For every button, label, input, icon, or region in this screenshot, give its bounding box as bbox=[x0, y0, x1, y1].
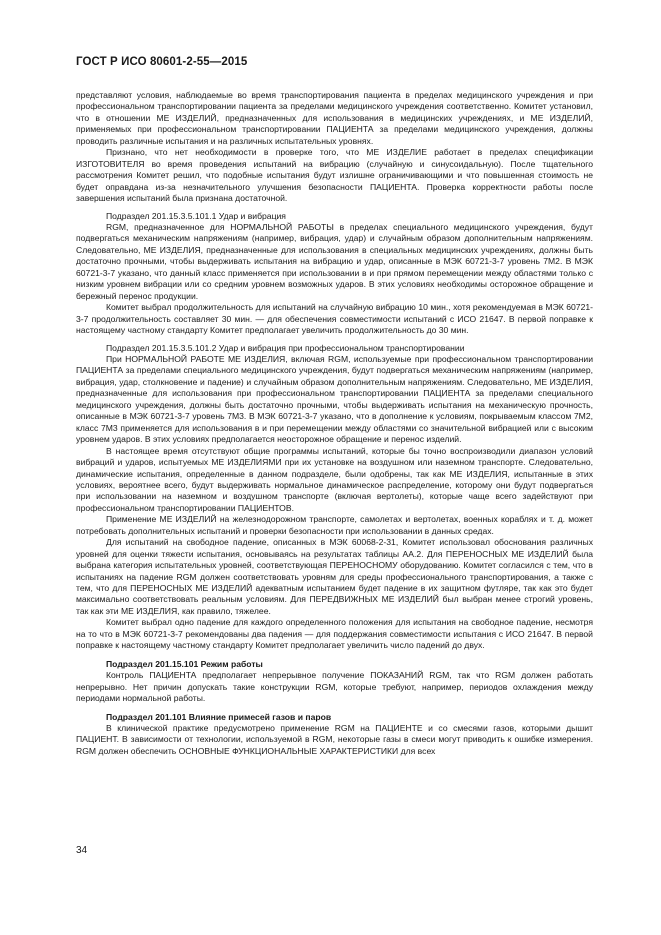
paragraph: Для испытаний на свободное падение, описанных в МЭК 60068-2-31, Комитет использовал обоснования различных уровней для оценки тяжести испытания, основываясь на результатах таблицы АА.2. Для ПЕРЕНОСНЫХ МЕ ИЗДЕЛИЙ была выбрана категория испытательных уровней, соответствующая ПЕРЕНОСНОМУ оборудованию. Комитет согласился с тем, что в испытаниях на падение RGM должен соответствовать уровням для среды профессионального транспортирования, а также с тем, что для ПЕРЕНОСНЫХ МЕ ИЗДЕЛИЙ адекватным испытанием будет падение в их защитном футляре, так как это будет максимально соответствовать реальным условиям. Для ПЕРЕДВИЖНЫХ МЕ ИЗДЕЛИЙ был выбран менее строгий уровень, так как эти МЕ ИЗДЕЛИЯ, как правило, тяжелее. bbox=[76, 537, 593, 616]
paragraph: Комитет выбрал продолжительность для испытаний на случайную вибрацию 10 мин., хотя рекомендуемая в МЭК 60721-3-7 продолжительность составляет 30 мин. — для обеспечения совместимости испытаний с ИСО 21647. В первой поправке к настоящему частному стандарту Комитет предполагает увеличить продолжительность до 30 мин. bbox=[76, 302, 593, 336]
section-heading: Подраздел 201.15.101 Режим работы bbox=[106, 658, 263, 669]
subsection-heading: Подраздел 201.15.3.5.101.1 Удар и вибрация bbox=[106, 210, 286, 221]
paragraph: В настоящее время отсутствуют общие программы испытаний, которые бы точно воспроизводили диапазон условий вибраций и ударов, испытуемых МЕ ИЗДЕЛИЯМИ при их установке на воздушном или наземном транспорте. Следовательно, динамические испытания, определенные в данном подразделе, были одобрены, так как МЕ ИЗДЕЛИЯ, испытанные в этих условиях, вероятнее всего, будут выдерживать нормальное динамическое распределение, которому они будут подвергаться при использовании на наземном и воздушном транспорте (включая вертолеты), которые чаще всего задействуют при профессиональном транспортировании ПАЦИЕНТОВ. bbox=[76, 445, 593, 513]
paragraph: Комитет выбрал одно падение для каждого определенного положения для испытания на свободное падение, несмотря на то что в МЭК 60721-3-7 рекомендованы два падения — для поддержания совместимости испытания с ИСО 21647. В первой поправке к настоящему частному стандарту Комитет предполагает увеличить число падений до двух. bbox=[76, 617, 593, 651]
paragraph: В клинической практике предусмотрено применение RGM на ПАЦИЕНТЕ и со смесями газов, которыми дышит ПАЦИЕНТ. В зависимости от технологии, используемой в RGM, некоторые газы в смеси могут приводить к ошибке измерения. RGM должен обеспечить ОСНОВНЫЕ ФУНКЦИОНАЛЬНЫЕ ХАРАКТЕРИСТИКИ для всех bbox=[76, 723, 593, 756]
body-text bbox=[76, 90, 593, 757]
paragraph: RGM, предназначенное для НОРМАЛЬНОЙ РАБОТЫ в пределах специального медицинского учреждения, будут подвергаться механическим напряжениям (например, вибрация, удар) и случайным образом дополнительным напряжениям. Следовательно, МЕ ИЗДЕЛИЯ, предназначенные для использования в специальных медицинских учреждениях, должны быть достаточно прочными, чтобы выдерживать испытания на вибрацию и удар, описанные в МЭК 60721-3-7 уровень 7М2. В МЭК 60721-3-7 указано, что данный класс применяется при использовании в и при прямом перемещении между областями только с низким уровнем вибрации или со средним уровнем возможных ударов. В этих условиях необходимы осторожное обращение и бережный перенос продукции. bbox=[76, 221, 593, 301]
paragraph: Контроль ПАЦИЕНТА предполагает непрерывное получение ПОКАЗАНИЙ RGM, так что RGM должен работать непрерывно. Нет причин допускать такие конструкции RGM, которые требуют, например, периодов охлаждения между периодами нормальной работы. bbox=[76, 670, 593, 704]
paragraph: Применение МЕ ИЗДЕЛИЙ на железнодорожном транспорте, самолетах и вертолетах, военных кораблях и т. д. может потребовать дополнительных испытаний и проверки безопасности при использовании в данных средах. bbox=[76, 514, 593, 536]
subsection-heading: Подраздел 201.15.3.5.101.2 Удар и вибрация при профессиональном транспортировании bbox=[106, 342, 465, 353]
standard-code-header: ГОСТ Р ИСО 80601-2-55—2015 bbox=[76, 56, 248, 68]
paragraph: представляют условия, наблюдаемые во время транспортирования пациента в пределах медицинского учреждения и при профессиональном транспортировании пациента за пределами медицинского учреждения соответственно. Комитет установил, что в отношении МЕ ИЗДЕЛИЙ, предназначенных для использования в медицинских учреждениях, и МЕ ИЗДЕЛИЙ, применяемых при профессиональном транспортировании ПАЦИЕНТА за пределами медицинского учреждения, должны проводить различные испытания и на различных испытательных уровнях. bbox=[76, 90, 593, 146]
section-heading: Подраздел 201.101 Влияние примесей газов и паров bbox=[106, 711, 332, 722]
paragraph: Признано, что нет необходимости в проверке того, что МЕ ИЗДЕЛИЕ работает в пределах спецификации ИЗГОТОВИТЕЛЯ во время проведения испытаний на вибрацию (случайную и синусоидальную). После тщательного рассмотрения Комитет решил, что подобные испытания будут излишне ограничивающими и что повышенная стоимость не будет оправдана из-за незначительного улучшения безопасности ПАЦИЕНТА. Проверка корректности работы после завершения испытаний была признана достаточной. bbox=[76, 147, 593, 204]
page-number: 34 bbox=[76, 845, 88, 856]
paragraph: При НОРМАЛЬНОЙ РАБОТЕ МЕ ИЗДЕЛИЯ, включая RGM, используемые при профессиональном транспортировании ПАЦИЕНТА за пределами специального медицинского учреждения, будут подвергаться механическим напряжениям (например, вибрация, удар, столкновение и падение) и случайным образом дополнительным напряжениям. Следовательно, МЕ ИЗДЕЛИЯ, предназначенные для использования при профессиональном транспортировании ПАЦИЕНТА за пределами специального медицинского учреждения, должны быть достаточно прочными, чтобы выдерживать испытания на механическую прочность, описанные в МЭК 60721-3-7 уровень 7М3. В МЭК 60721-3-7 указано, что в дополнение к условиям, покрываемым классом 7М2, класс 7М3 применяется для использования в и при перемещении между областями со значительной вибрацией или с высоким уровнем ударов. В этих условиях предполагается неосторожное обращение и перенос изделий. bbox=[76, 353, 593, 445]
